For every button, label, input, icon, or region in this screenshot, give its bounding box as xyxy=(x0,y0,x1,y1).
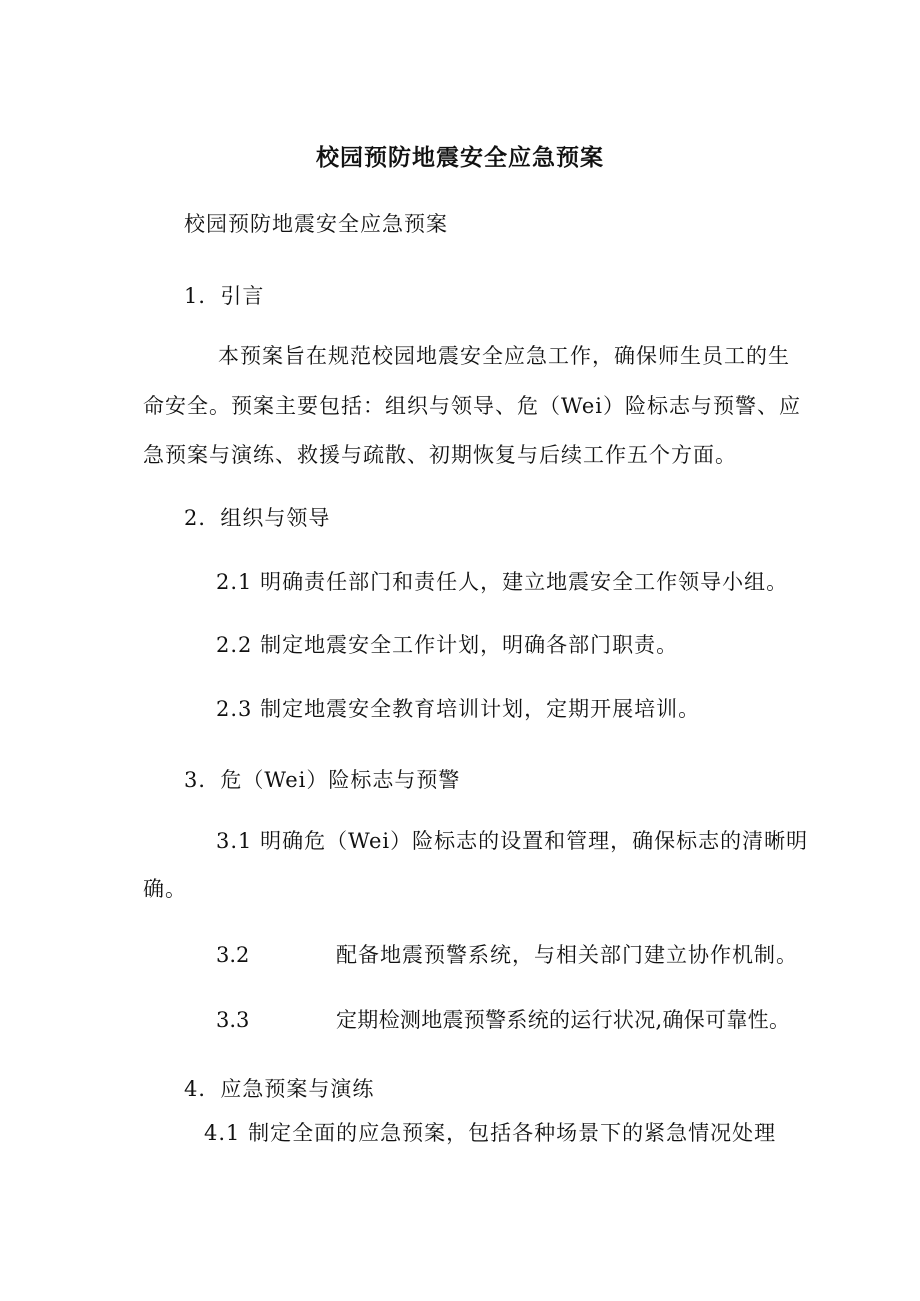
section-1-paragraph-line-3: 急预案与演练、救援与疏散、初期恢复与后续工作五个方面。 xyxy=(143,443,737,467)
section-4-heading: 4．应急预案与演练 xyxy=(184,1077,375,1101)
section-2-2: 2.2 制定地震安全工作计划，明确各部门职责。 xyxy=(216,633,679,657)
section-3-3-text: 定期检测地震预警系统的运行状况,确保可靠性。 xyxy=(336,1008,791,1032)
section-3-1-line-2: 确。 xyxy=(143,877,187,901)
section-2-heading: 2．组织与领导 xyxy=(184,506,331,530)
section-3-1-line-1: 3.1 明确危（Wei）险标志的设置和管理，确保标志的清晰明 xyxy=(216,829,809,853)
section-4-1: 4.1 制定全面的应急预案，包括各种场景下的紧急情况处理 xyxy=(204,1121,777,1145)
section-3-2-text: 配备地震预警系统，与相关部门建立协作机制。 xyxy=(336,943,798,967)
section-3-heading: 3．危（Wei）险标志与预警 xyxy=(184,768,461,792)
document-title: 校园预防地震安全应急预案 xyxy=(316,145,604,171)
section-2-1: 2.1 明确责任部门和责任人，建立地震安全工作领导小组。 xyxy=(216,570,789,594)
section-2-3: 2.3 制定地震安全教育培训计划，定期开展培训。 xyxy=(216,697,701,721)
section-3-2-number: 3.2 xyxy=(216,943,250,967)
section-1-paragraph-line-2: 命安全。预案主要包括：组织与领导、危（Wei）险标志与预警、应 xyxy=(143,394,802,418)
section-1-paragraph-line-1: 本预案旨在规范校园地震安全应急工作，确保师生员工的生 xyxy=(218,344,790,368)
section-3-3-number: 3.3 xyxy=(216,1008,250,1032)
section-1-heading: 1．引言 xyxy=(184,284,265,308)
document-subtitle: 校园预防地震安全应急预案 xyxy=(184,212,448,236)
